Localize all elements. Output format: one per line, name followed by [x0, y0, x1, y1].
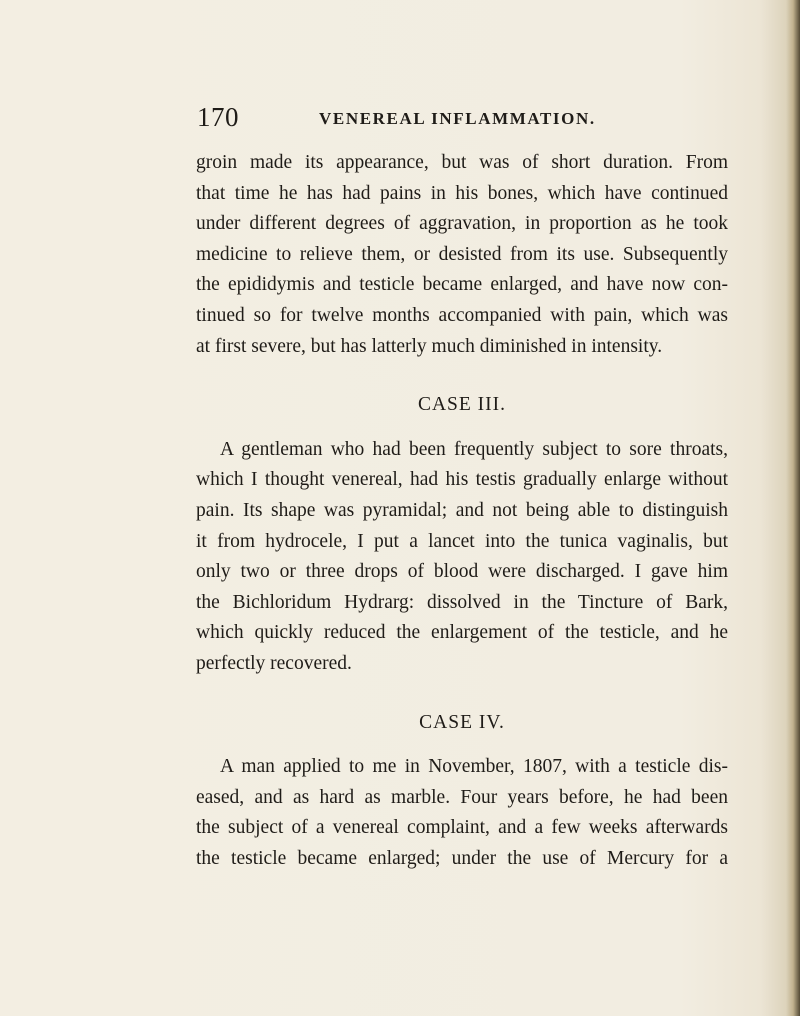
- text-line: eased, and as hard as marble. Four years before, he had been: [196, 786, 728, 808]
- text-line: A gentleman who had been frequently subject to sore throats,: [220, 438, 728, 460]
- text-line: the epididymis and testicle became enlarged, and have now con-: [196, 274, 728, 296]
- text-line: perfectly recovered.: [196, 652, 352, 674]
- text-line: that time he has had pains in his bones, which have continued: [196, 182, 728, 204]
- page-header: [197, 103, 717, 131]
- running-head: VENEREAL INFLAMMATION.: [319, 109, 596, 128]
- text-line: A man applied to me in November, 1807, with a testicle dis-: [220, 756, 728, 778]
- text-line: the subject of a venereal complaint, and a few weeks afterwards: [196, 817, 728, 839]
- case-4-heading: CASE IV.: [419, 711, 505, 733]
- text-line: only two or three drops of blood were discharged. I gave him: [196, 561, 728, 583]
- text-line: at first severe, but has latterly much diminished in intensity.: [196, 335, 663, 357]
- text-line: it from hydrocele, I put a lancet into the tunica vaginalis, but: [196, 530, 728, 552]
- text-line: pain. Its shape was pyramidal; and not being able to distinguish: [196, 499, 728, 521]
- case-3-paragraph: [196, 435, 728, 680]
- text-line: under different degrees of aggravation, in proportion as he took: [196, 213, 728, 235]
- case-4-paragraph: [196, 752, 728, 874]
- text-line: medicine to relieve them, or desisted from its use. Subsequently: [196, 243, 728, 265]
- body-text: [196, 148, 728, 874]
- paragraph-1: [196, 148, 728, 362]
- page-edge-shadow: [786, 0, 800, 1016]
- text-line: groin made its appearance, but was of short duration. From: [196, 152, 728, 173]
- case-3-heading: CASE III.: [417, 394, 507, 416]
- text-line: the testicle became enlarged; under the use of Mercury for a: [196, 847, 728, 869]
- text-line: the Bichloridum Hydrarg: dissolved in the Tincture of Bark,: [196, 591, 728, 613]
- page-number: 170: [197, 102, 239, 132]
- text-line: which I thought venereal, had his testis gradually enlarge without: [196, 469, 728, 491]
- text-line: tinued so for twelve months accompanied with pain, which was: [196, 304, 728, 326]
- text-line: which quickly reduced the enlargement of the testicle, and he: [196, 622, 728, 644]
